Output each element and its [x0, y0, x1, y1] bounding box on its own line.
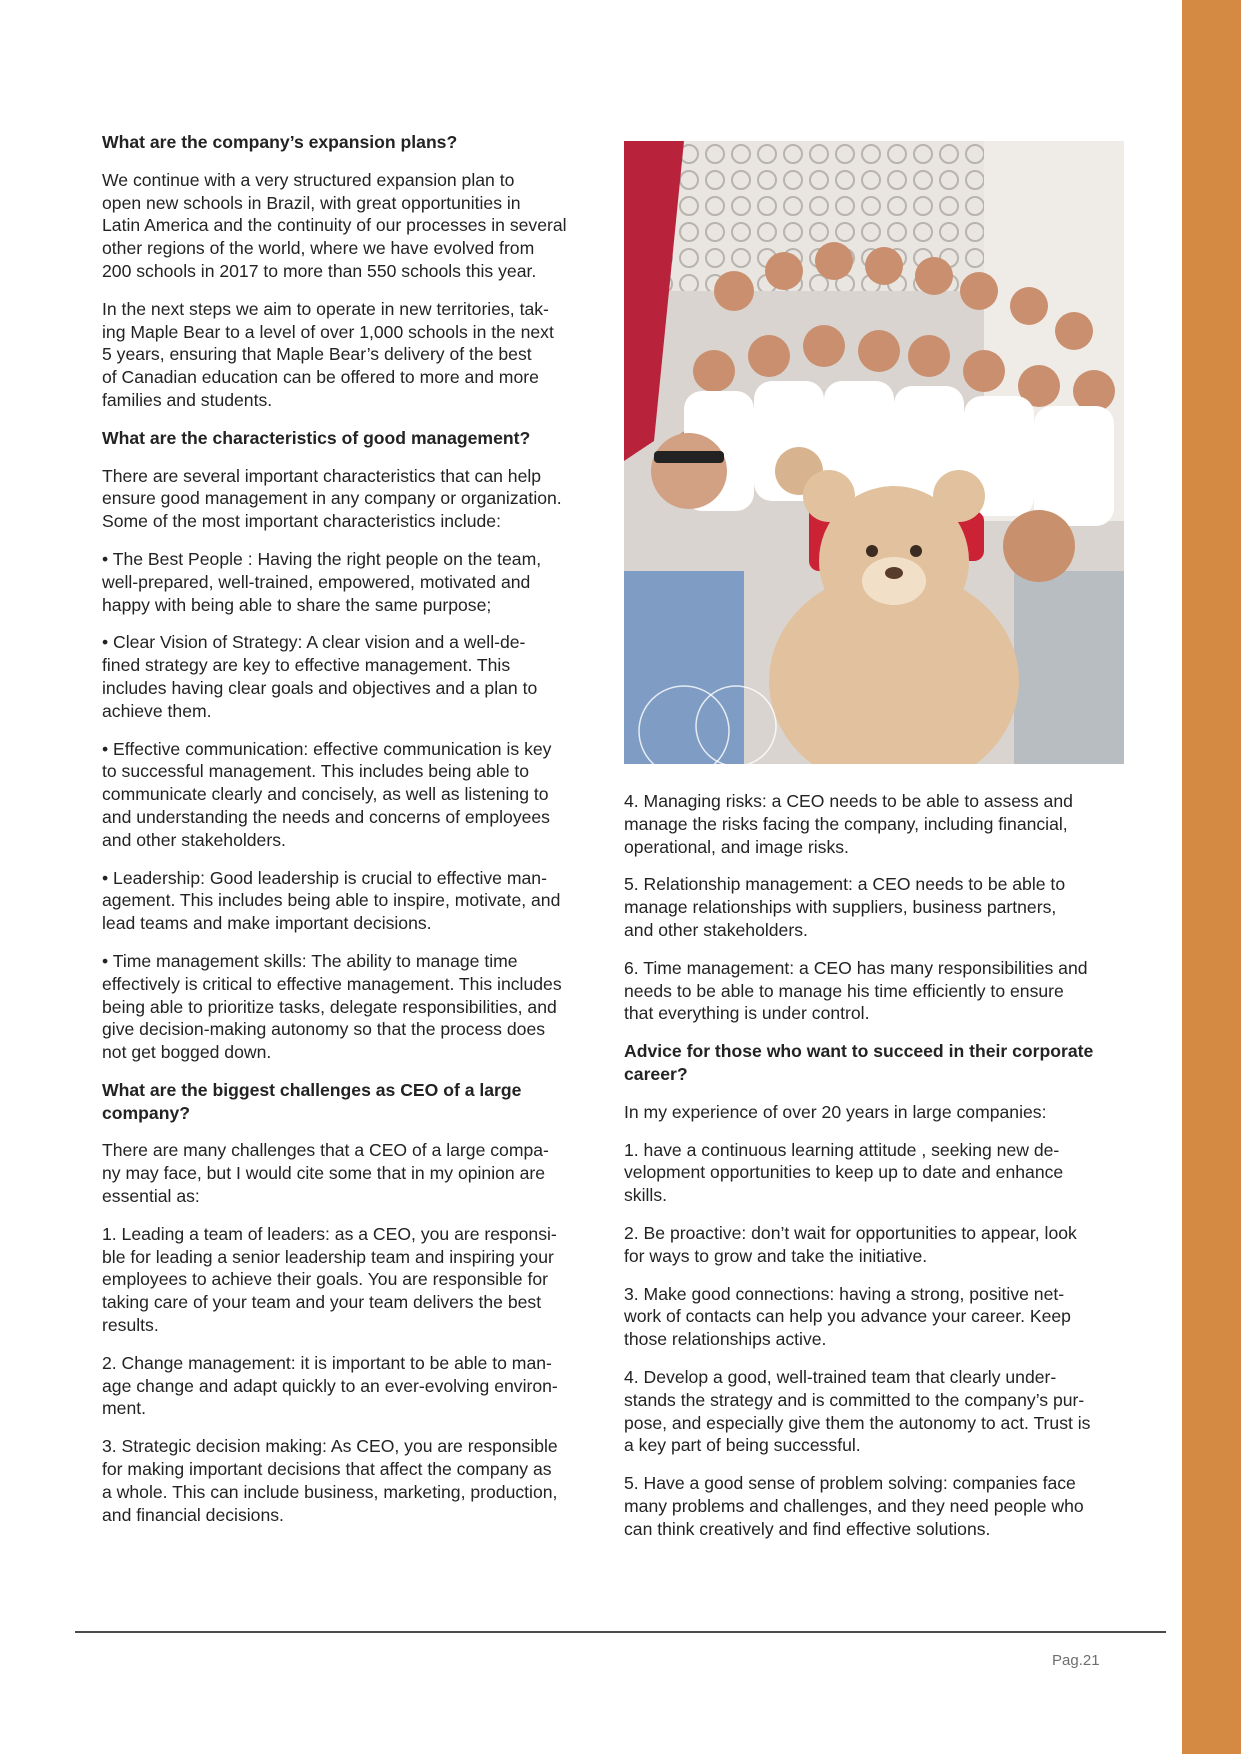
- body-paragraph: 6. Time management: a CEO has many responsibilities and needs to be able to manage his time efficiently to ensure that everything is under control.: [624, 957, 1088, 1024]
- group-photo-icon: [624, 141, 1124, 764]
- body-paragraph: • Clear Vision of Strategy: A clear vision and a well-de- fined strategy are key to effective management. This includes having clear goals and objectives and a plan to achieve them.: [102, 632, 538, 721]
- body-paragraph: 5. Relationship management: a CEO needs to be able to manage relationships with suppliers, business partners, and other stakeholders.: [624, 874, 1066, 940]
- body-paragraph: 4. Managing risks: a CEO needs to be able to assess and manage the risks facing the company, including financial, operational, and image risks.: [624, 791, 1073, 857]
- section-heading: What are the company’s expansion plans?: [102, 132, 458, 152]
- body-paragraph: 4. Develop a good, well-trained team that clearly under- stands the strategy and is committed to the company’s pur- pose, and especially give them the autonomy to act. Trust is a key part of being successful.: [624, 1366, 1091, 1456]
- body-paragraph: 3. Strategic decision making: As CEO, you are responsible for making important decisions that affect the company as a whole. This can include business, marketing, production, and financial decisions.: [102, 1436, 558, 1525]
- body-paragraph: In the next steps we aim to operate in new territories, tak- ing Maple Bear to a level of over 1,000 schools in the next 5 years, ensuring that Maple Bear’s delivery of the best of Canadian education can be offered to more and more families and students.: [102, 298, 554, 410]
- body-paragraph: There are several important characteristics that can help ensure good management in any company or organization. Some of the most important characteristics include:: [102, 465, 562, 532]
- body-paragraph: 1. Leading a team of leaders: as a CEO, you are responsi- ble for leading a senior leadership team and inspiring your employees to achieve their goals. You are responsible for taking care of your team and your team delivers the best results.: [102, 1223, 557, 1336]
- body-paragraph: In my experience of over 20 years in large companies:: [624, 1101, 1047, 1122]
- body-paragraph: 5. Have a good sense of problem solving: companies face many problems and challenges, and they need people who can think creatively and find effective solutions.: [624, 1473, 1084, 1539]
- body-paragraph: 1. have a continuous learning attitude , seeking new de- velopment opportunities to keep up to date and enhance skills.: [624, 1139, 1064, 1206]
- body-paragraph: We continue with a very structured expansion plan to open new schools in Brazil, with great opportunities in Latin America and the continuity of our processes in several other regions of the world, where we have evolved from 200 schools in 2017 to more than 550 schools this year.: [102, 169, 567, 281]
- footer-rule: [75, 1631, 1166, 1633]
- side-accent-bar: [1182, 0, 1241, 1754]
- section-heading: Advice for those who want to succeed in their corporate career?: [624, 1041, 1094, 1084]
- body-paragraph: • Time management skills: The ability to manage time effectively is critical to effective management. This includes being able to prioritize tasks, delegate responsibilities, and give decision-making autonomy so that the process does not get bogged down.: [102, 950, 562, 1063]
- section-heading: What are the characteristics of good management?: [102, 427, 531, 448]
- body-paragraph: • Leadership: Good leadership is crucial to effective man- agement. This includes being able to inspire, motivate, and lead teams and make important decisions.: [102, 867, 561, 934]
- body-paragraph: 2. Change management: it is important to be able to man- age change and adapt quickly to an ever-evolving environ- ment.: [102, 1352, 558, 1419]
- body-paragraph: • The Best People : Having the right people on the team, well-prepared, well-trained, empowered, motivated and happy with being able to share the same purpose;: [102, 548, 542, 615]
- body-paragraph: 3. Make good connections: having a strong, positive net- work of contacts can help you advance your career. Keep those relationships active.: [624, 1283, 1071, 1350]
- left-column: [102, 131, 602, 1541]
- section-heading: What are the biggest challenges as CEO of a large company?: [102, 1079, 522, 1123]
- page-number: Pag.21: [1052, 1652, 1100, 1669]
- body-paragraph: • Effective communication: effective communication is key to successful management. This includes being able to communicate clearly and concisely, as well as listening to and understanding the needs and concerns of employees and other stakeholders.: [102, 738, 552, 850]
- body-paragraph: There are many challenges that a CEO of a large compa- ny may face, but I would cite some that in my opinion are essential as:: [102, 1140, 549, 1207]
- right-column: [624, 790, 1126, 1556]
- group-photo: [624, 141, 1124, 764]
- body-paragraph: 2. Be proactive: don’t wait for opportunities to appear, look for ways to grow and take the initiative.: [624, 1222, 1077, 1266]
